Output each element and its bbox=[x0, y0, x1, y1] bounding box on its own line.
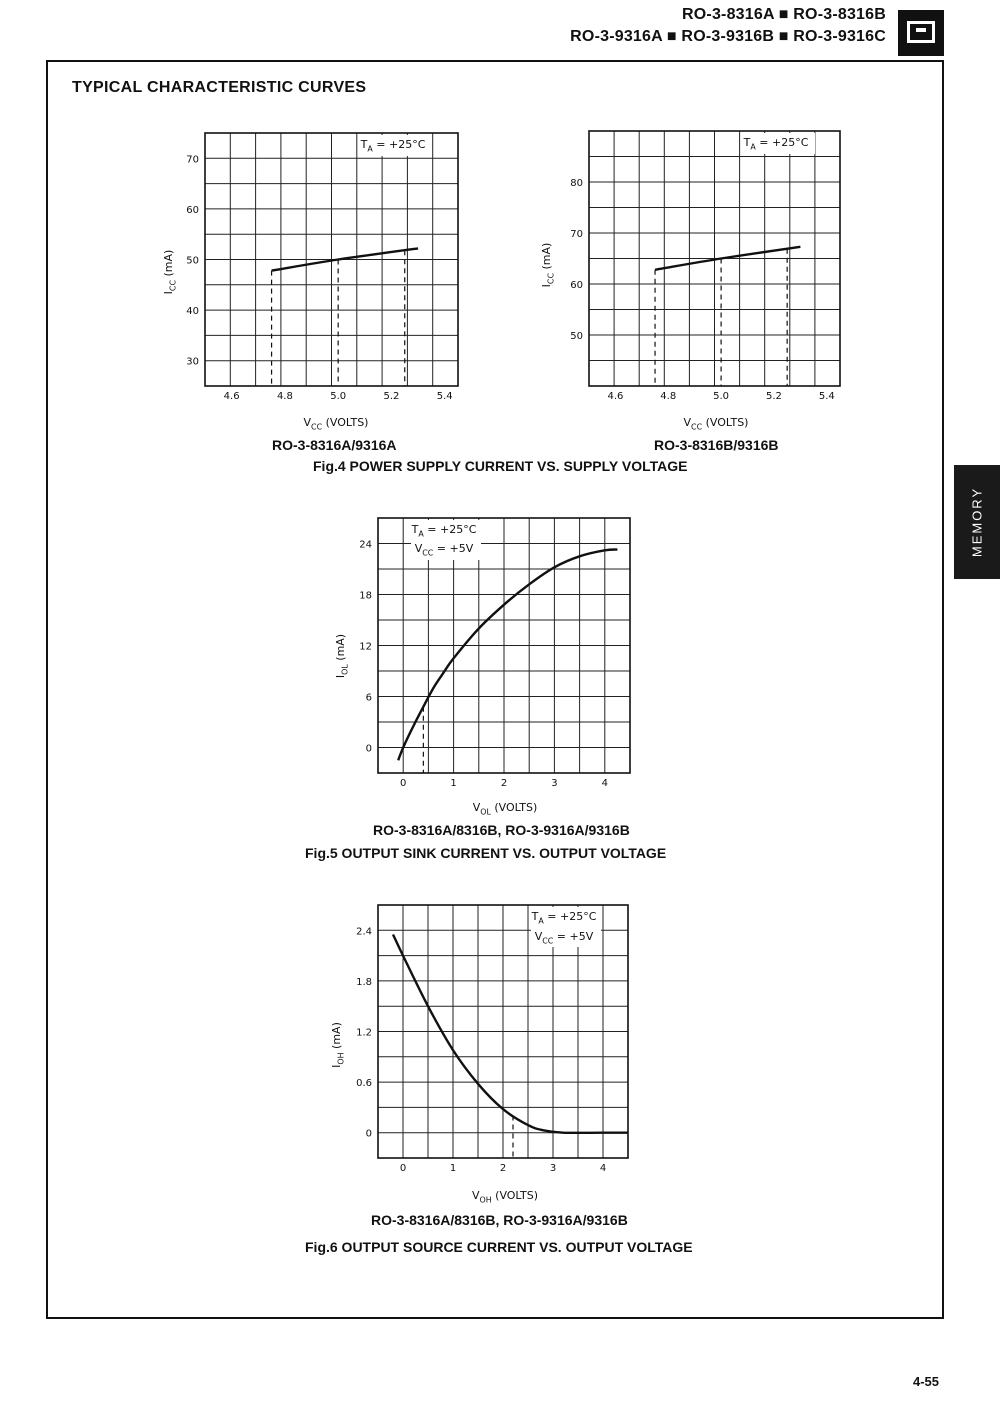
fig5-caption: Fig.5 OUTPUT SINK CURRENT VS. OUTPUT VOLTAGE bbox=[305, 845, 667, 861]
fig4a-y-tick-label: 30 bbox=[186, 356, 199, 368]
fig4a-chart bbox=[162, 133, 458, 431]
fig5-y-tick-label: 12 bbox=[359, 641, 372, 653]
fig6-annotation: $V_{CC} = +5V$ bbox=[534, 930, 594, 946]
fig5-x-tick-label: 3 bbox=[551, 778, 558, 789]
fig6-caption: Fig.6 OUTPUT SOURCE CURRENT VS. OUTPUT VOLTAGE bbox=[305, 1239, 693, 1255]
fig4a-x-tick-label: 5.4 bbox=[436, 391, 453, 402]
fig5-x-tick-label: 0 bbox=[400, 778, 407, 789]
fig5-series-line bbox=[398, 550, 617, 761]
fig4b-x-axis-label: $V_{CC}$ (VOLTS) bbox=[683, 416, 749, 432]
fig5-x-tick-label: 4 bbox=[601, 778, 608, 789]
fig4-caption: Fig.4 POWER SUPPLY CURRENT VS. SUPPLY VOLTAGE bbox=[313, 458, 688, 474]
fig5-subtitle: RO-3-8316A/8316B, RO-3-9316A/9316B bbox=[373, 822, 630, 838]
fig4b-x-tick-label: 4.8 bbox=[660, 391, 677, 402]
fig4b-x-tick-label: 5.2 bbox=[765, 391, 782, 402]
fig5-y-axis-label: $I_{OL}$ (mA) bbox=[334, 633, 350, 679]
fig5-x-tick-label: 2 bbox=[500, 778, 508, 789]
fig5-chart bbox=[334, 518, 630, 816]
fig4b-y-tick-label: 50 bbox=[570, 331, 583, 342]
fig4a-x-axis-label: $V_{CC}$ (VOLTS) bbox=[303, 416, 369, 432]
fig4b-chart bbox=[540, 131, 840, 431]
fig5-y-tick-label: 18 bbox=[359, 590, 372, 602]
fig4a-y-axis-label: $I_{CC}$ (mA) bbox=[162, 249, 178, 295]
fig4-right-subtitle: RO-3-8316B/9316B bbox=[654, 437, 779, 453]
fig5-annotation: $T_A = +25^\circ C$ bbox=[411, 523, 477, 539]
fig4b-y-tick-label: 60 bbox=[570, 280, 583, 291]
section-title: TYPICAL CHARACTERISTIC CURVES bbox=[72, 79, 367, 96]
fig4a-x-tick-label: 4.6 bbox=[223, 391, 240, 402]
fig5-y-tick-label: 24 bbox=[359, 539, 372, 551]
header-part-numbers-line-2: RO-3-9316A ■ RO-3-9316B ■ RO-3-9316C bbox=[570, 28, 886, 45]
fig6-chart bbox=[330, 905, 628, 1204]
fig6-y-axis-label: $I_{OH}$ (mA) bbox=[330, 1022, 346, 1068]
fig6-x-tick-label: 3 bbox=[549, 1163, 557, 1174]
fig4a-y-tick-label: 70 bbox=[186, 154, 199, 166]
fig5-y-tick-label: 6 bbox=[365, 692, 372, 704]
side-tab-label: MEMORY bbox=[969, 486, 985, 558]
fig4a-y-tick-label: 50 bbox=[186, 255, 199, 267]
fig5-x-axis-label: $V_{OL}$ (VOLTS) bbox=[472, 801, 538, 817]
fig4a-x-tick-label: 4.8 bbox=[276, 391, 293, 402]
fig5-x-tick-label: 1 bbox=[450, 778, 457, 789]
fig6-x-tick-label: 0 bbox=[399, 1163, 407, 1174]
fig6-x-tick-label: 1 bbox=[449, 1163, 457, 1174]
fig6-y-tick-label: 1.2 bbox=[356, 1027, 372, 1039]
fig4b-annotation: $T_A = +25^\circ C$ bbox=[743, 136, 809, 152]
fig4b-y-tick-label: 70 bbox=[570, 229, 583, 240]
fig4a-annotation: $T_A = +25^\circ C$ bbox=[360, 138, 426, 154]
fig4b-x-tick-label: 5.0 bbox=[713, 391, 730, 402]
fig6-y-tick-label: 1.8 bbox=[356, 976, 372, 988]
fig4b-x-tick-label: 5.4 bbox=[818, 391, 835, 402]
fig6-y-tick-label: 0 bbox=[365, 1128, 372, 1140]
fig6-subtitle: RO-3-8316A/8316B, RO-3-9316A/9316B bbox=[371, 1212, 628, 1228]
fig4a-x-tick-label: 5.0 bbox=[330, 391, 347, 402]
fig6-y-tick-label: 0.6 bbox=[356, 1078, 372, 1090]
page-number: 4-55 bbox=[913, 1374, 940, 1389]
fig4a-y-tick-label: 60 bbox=[186, 204, 199, 216]
fig4a-x-tick-label: 5.2 bbox=[383, 391, 400, 402]
fig4b-y-tick-label: 80 bbox=[570, 178, 583, 189]
fig4b-x-tick-label: 4.6 bbox=[607, 391, 624, 402]
fig5-annotation: $V_{CC} = +5V$ bbox=[414, 542, 474, 558]
fig6-x-tick-label: 4 bbox=[599, 1163, 607, 1174]
fig6-x-axis-label: $V_{OH}$ (VOLTS) bbox=[471, 1189, 539, 1205]
fig6-y-tick-label: 2.4 bbox=[356, 926, 372, 938]
fig4a-y-tick-label: 40 bbox=[186, 306, 199, 318]
fig4b-y-axis-label: $I_{CC}$ (mA) bbox=[540, 242, 556, 288]
fig5-y-tick-label: 0 bbox=[365, 743, 372, 755]
fig4-left-subtitle: RO-3-8316A/9316A bbox=[272, 437, 397, 453]
fig6-annotation: $T_A = +25^\circ C$ bbox=[531, 910, 597, 926]
header-part-numbers-line-1: RO-3-8316A ■ RO-3-8316B bbox=[682, 6, 886, 23]
fig6-x-tick-label: 2 bbox=[499, 1163, 507, 1174]
